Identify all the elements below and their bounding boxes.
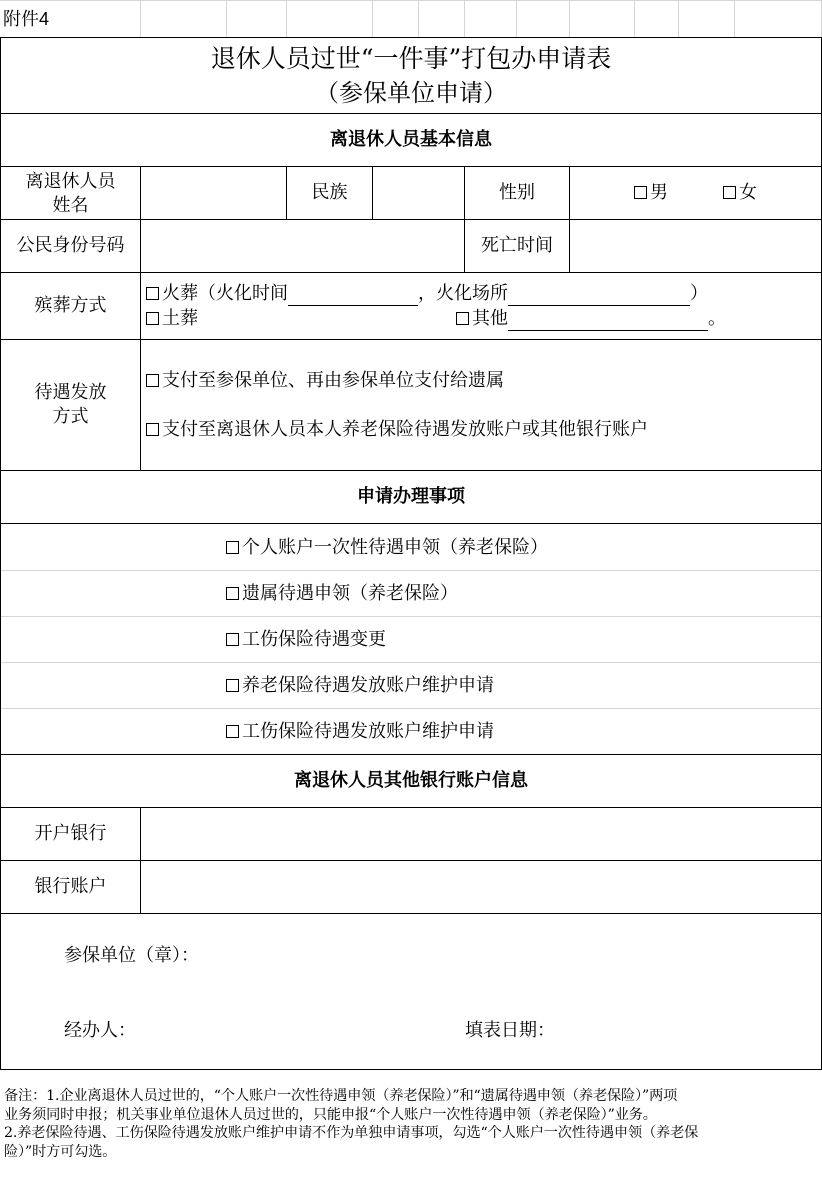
grid-line xyxy=(678,0,679,37)
note-line: 2.养老保险待遇、工伤保险待遇发放账户维护申请不作为单独申请事项，勾选“个人账户一次性待遇申领（养老保 xyxy=(4,1125,699,1141)
funeral-method-label: 殡葬方式 xyxy=(34,295,107,316)
grid-line xyxy=(372,0,373,37)
row-line xyxy=(0,523,822,524)
row-line xyxy=(0,1069,822,1070)
death-time-field[interactable] xyxy=(570,220,821,272)
grid-line xyxy=(734,0,735,37)
cremation-text: 火葬（火化时间 xyxy=(162,283,288,304)
other-funeral-text: 其他 xyxy=(472,308,508,329)
item-divider xyxy=(1,708,821,709)
payment-method-label-line1: 待遇发放 xyxy=(34,382,107,403)
item-divider xyxy=(1,662,821,663)
grid-line xyxy=(140,0,141,37)
apply-item-text: 养老保险待遇发放账户维护申请 xyxy=(242,675,494,696)
bank-name-field[interactable] xyxy=(141,808,821,860)
name-label xyxy=(1,167,140,219)
handler-label: 经办人： xyxy=(64,1020,136,1041)
name-label-line2: 姓名 xyxy=(52,195,89,216)
grid-line xyxy=(0,0,822,1)
note-line: 业务须同时申报；机关事业单位退休人员过世的，只能申报“个人账户一次性待遇申领（养老保险）”业务。 xyxy=(4,1106,657,1123)
gender-male-option[interactable] xyxy=(634,181,668,205)
fill-date-label: 填表日期： xyxy=(465,1020,555,1041)
checkbox-icon[interactable] xyxy=(226,587,239,600)
gender-label: 性别 xyxy=(499,182,535,203)
checkbox-icon[interactable] xyxy=(146,287,159,300)
apply-item[interactable] xyxy=(226,536,726,560)
apply-item-text: 个人账户一次性待遇申领（养老保险） xyxy=(242,537,548,558)
cremation-place-text: ，火化场所 xyxy=(418,283,508,304)
row-line xyxy=(0,913,822,914)
apply-item[interactable] xyxy=(226,674,726,698)
checkbox-icon[interactable] xyxy=(146,374,159,387)
checkbox-icon[interactable] xyxy=(226,541,239,554)
other-funeral-option[interactable] xyxy=(456,307,756,331)
bank-account-label: 银行账户 xyxy=(34,876,107,897)
apply-item[interactable] xyxy=(226,582,726,606)
apply-item-text: 工伤保险待遇发放账户维护申请 xyxy=(242,721,494,742)
note-line: 备注：1.企业离退休人员过世的，“个人账户一次性待遇申领（养老保险）”和“遗属待遇申领（养老保险）”两项 xyxy=(4,1088,678,1104)
checkbox-icon[interactable] xyxy=(146,312,159,325)
cremation-place-blank[interactable] xyxy=(508,287,690,306)
grid-line xyxy=(286,0,287,37)
gender-female-text: 女 xyxy=(739,182,757,203)
checkbox-icon[interactable] xyxy=(456,312,469,325)
grid-line xyxy=(226,0,227,37)
unit-seal-label: 参保单位（章）： xyxy=(64,945,199,966)
apply-item-text: 工伤保险待遇变更 xyxy=(242,629,386,650)
payment-option-unit-text: 支付至参保单位、再由参保单位支付给遗属 xyxy=(162,370,504,391)
grid-line xyxy=(569,0,570,37)
cremation-close: ） xyxy=(690,283,708,304)
payment-option-unit[interactable] xyxy=(146,369,816,393)
item-divider xyxy=(1,616,821,617)
checkbox-icon[interactable] xyxy=(146,423,159,436)
note-line: 险）”时方可勾选。 xyxy=(4,1143,117,1160)
apply-item-text: 遗属待遇申领（养老保险） xyxy=(242,583,458,604)
section-title-apply-items: 申请办理事项 xyxy=(357,486,465,507)
cremation-option[interactable] xyxy=(146,282,816,306)
death-time-label: 死亡时间 xyxy=(481,235,553,256)
burial-option[interactable] xyxy=(146,307,266,331)
name-field[interactable] xyxy=(141,167,286,219)
checkbox-icon[interactable] xyxy=(226,633,239,646)
name-label-line1: 离退休人员 xyxy=(25,171,116,192)
checkbox-icon[interactable] xyxy=(723,186,736,199)
attachment-label: 附件4 xyxy=(3,9,50,29)
other-funeral-end: 。 xyxy=(708,308,726,329)
item-divider xyxy=(1,570,821,571)
form-title: 退休人员过世“一件事”打包办申请表 xyxy=(210,44,612,73)
bank-name-label: 开户银行 xyxy=(34,823,107,844)
id-number-field[interactable] xyxy=(141,220,464,272)
section-title-bank-info: 离退休人员其他银行账户信息 xyxy=(294,770,528,791)
notes xyxy=(4,1087,822,1161)
row-line xyxy=(0,37,822,38)
ethnicity-label: 民族 xyxy=(311,182,348,203)
other-funeral-blank[interactable] xyxy=(508,312,708,331)
apply-item[interactable] xyxy=(226,628,726,652)
bank-account-field[interactable] xyxy=(141,861,821,913)
cremation-time-blank[interactable] xyxy=(288,287,418,306)
grid-line xyxy=(516,0,517,37)
payment-method-label-line2: 方式 xyxy=(52,406,89,427)
id-number-label: 公民身份号码 xyxy=(16,235,125,256)
grid-line xyxy=(464,0,465,37)
payment-option-personal-account-text: 支付至离退休人员本人养老保险待遇发放账户或其他银行账户 xyxy=(162,419,648,440)
grid-line xyxy=(634,0,635,37)
burial-text: 土葬 xyxy=(162,308,198,329)
checkbox-icon[interactable] xyxy=(226,679,239,692)
ethnicity-field[interactable] xyxy=(373,167,464,219)
checkbox-icon[interactable] xyxy=(634,186,647,199)
gender-female-option[interactable] xyxy=(723,181,757,205)
apply-item[interactable] xyxy=(226,720,726,744)
form-subtitle: （参保单位申请） xyxy=(315,79,507,107)
payment-option-personal-account[interactable] xyxy=(146,418,816,442)
grid-line xyxy=(418,0,419,37)
gender-male-text: 男 xyxy=(650,182,668,203)
section-title-basic-info: 离退休人员基本信息 xyxy=(330,129,492,150)
payment-method-label xyxy=(1,340,140,470)
checkbox-icon[interactable] xyxy=(226,725,239,738)
